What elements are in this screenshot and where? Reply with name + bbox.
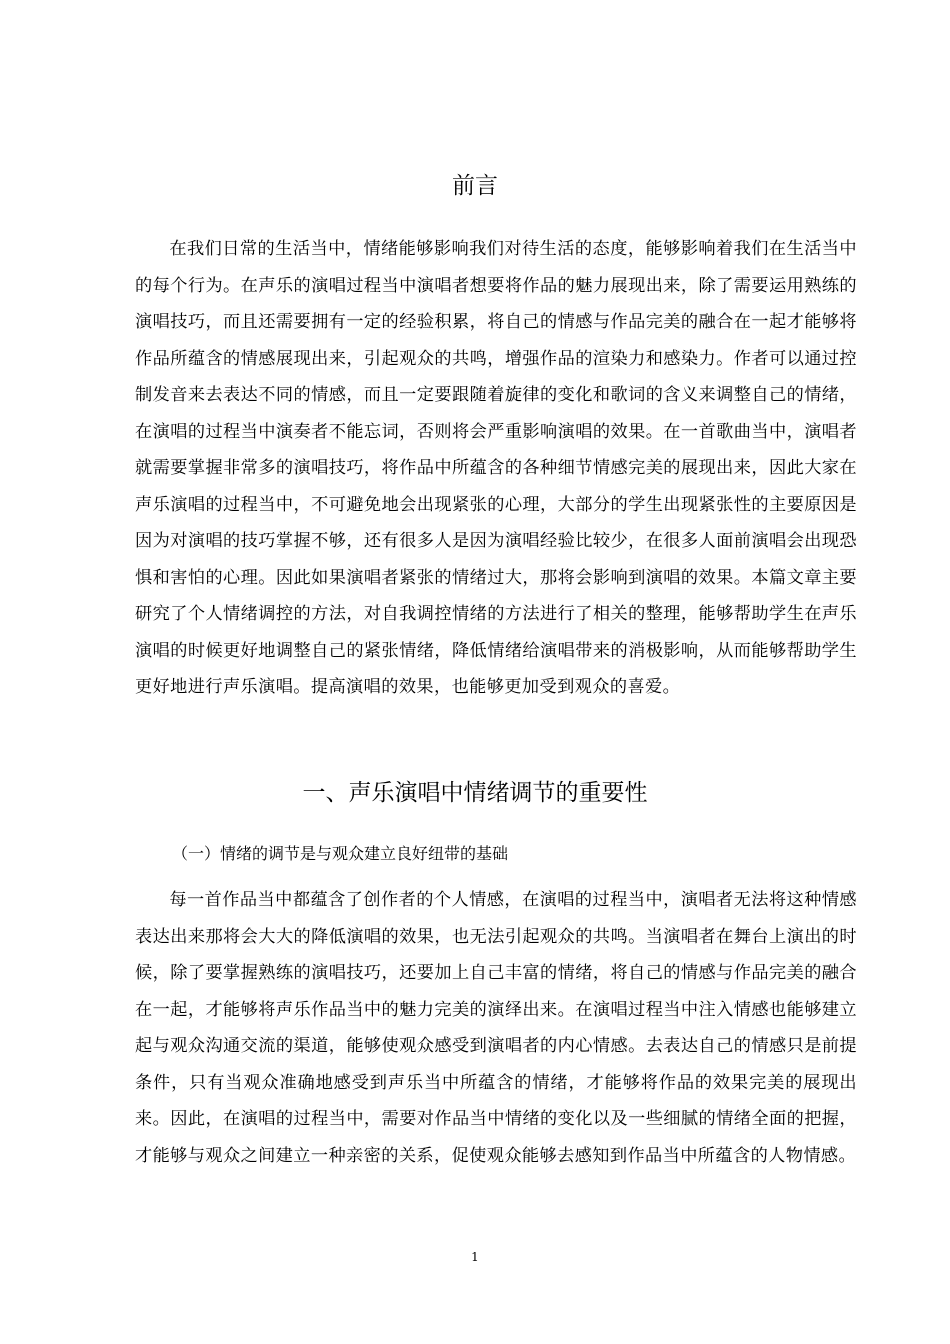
subsection-heading: （一）情绪的调节是与观众建立良好纽带的基础 <box>172 844 509 863</box>
section-heading: 一、声乐演唱中情绪调节的重要性 <box>302 780 648 806</box>
section-paragraph: 每一首作品当中都蕴含了创作者的个人情感，在演唱的过程当中，演唱者无法将这种情感表达出来那将会大大的降低演唱的效果，也无法引起观众的共鸣。当演唱者在舞台上演出的时候，除了要掌握熟练的演唱技巧，还要加上自己丰富的情绪，将自己的情感与作品完美的融合在一起，才能够将声乐作品当中的魅力完美的演绎出来。在演唱过程当中注入情感也能够建立起与观众沟通交流的渠道，能够使观众感受到演唱者的内心情感。去表达自己的情感只是前提条件，只有当观众准确地感受到声乐当中所蕴含的情绪，才能够将作品的效果完美的展现出来。因此，在演唱的过程当中，需要对作品当中情绪的变化以及一些细腻的情绪全面的把握，才能够与观众之间建立一种亲密的关系，促使观众能够去感知到作品当中所蕴含的人物情感。 <box>135 890 857 1166</box>
page-number: 1 <box>471 1250 479 1264</box>
preface-title: 前言 <box>452 173 498 199</box>
intro-paragraph: 在我们日常的生活当中，情绪能够影响我们对待生活的态度，能够影响着我们在生活当中的每个行为。在声乐的演唱过程当中演唱者想要将作品的魅力展现出来，除了需要运用熟练的演唱技巧，而且还需要拥有一定的经验积累，将自己的情感与作品完美的融合在一起才能够将作品所蕴含的情感展现出来，引起观众的共鸣，增强作品的渲染力和感染力。作者可以通过控制发音来去表达不同的情感，而且一定要跟随着旋律的变化和歌词的含义来调整自己的情绪，在演唱的过程当中演奏者不能忘词，否则将会严重影响演唱的效果。在一首歌曲当中，演唱者就需要掌握非常多的演唱技巧，将作品中所蕴含的各种细节情感完美的展现出来，因此大家在声乐演唱的过程当中，不可避免地会出现紧张的心理，大部分的学生出现紧张性的主要原因是因为对演唱的技巧掌握不够，还有很多人是因为演唱经验比较少，在很多人面前演唱会出现恐惧和害怕的心理。因此如果演唱者紧张的情绪过大，那将会影响到演唱的效果。本篇文章主要研究了个人情绪调控的方法，对自我调控情绪的方法进行了相关的整理，能够帮助学生在声乐演唱的时候更好地调整自己的紧张情绪，降低情绪给演唱带来的消极影响，从而能够帮助学生更好地进行声乐演唱。提高演唱的效果，也能够更加受到观众的喜爱。 <box>135 239 857 697</box>
